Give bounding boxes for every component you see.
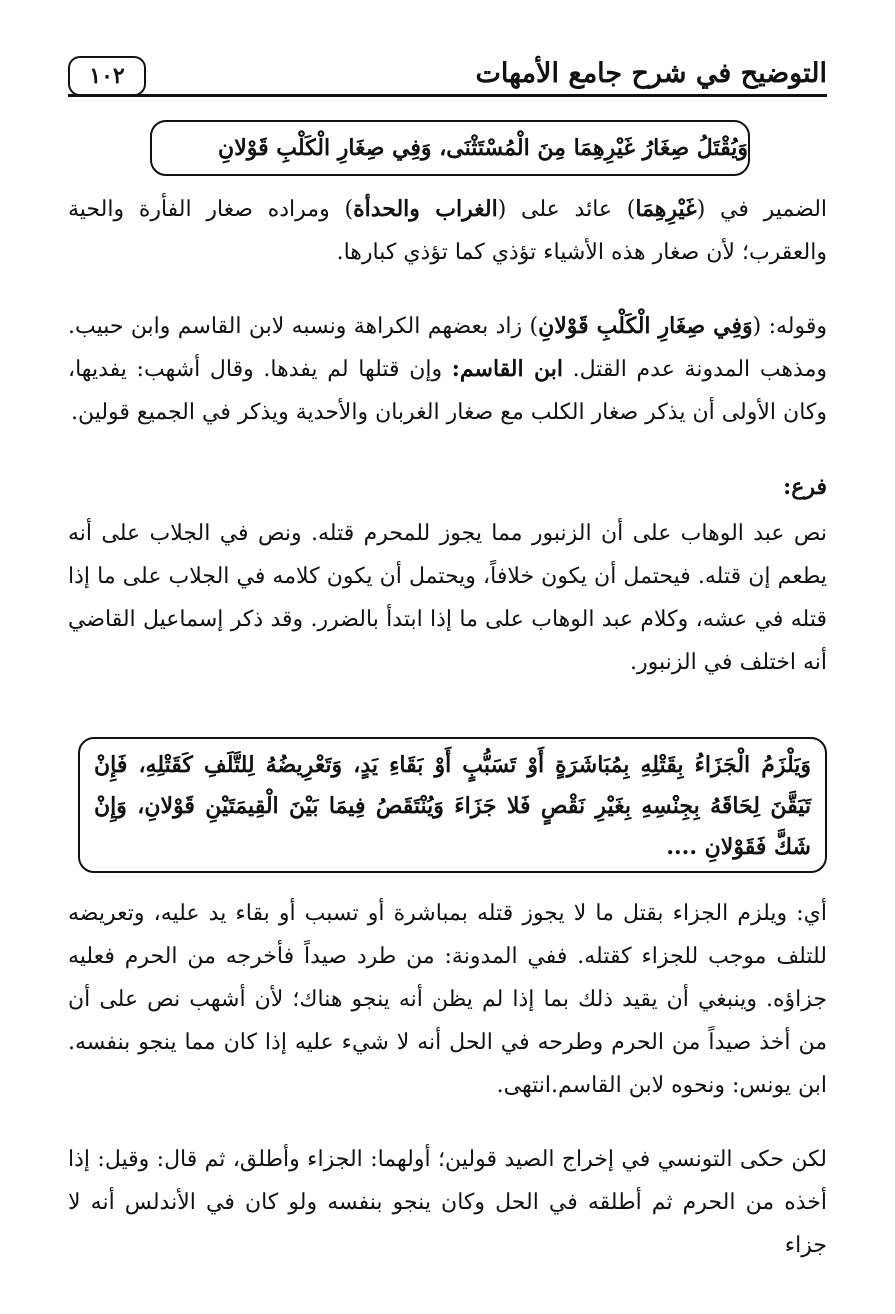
p1-bold-1: غَيْرِهِمَا: [635, 196, 697, 222]
p1-text-1: الضمير في (: [696, 197, 828, 222]
page-number-box: [68, 56, 146, 96]
running-title: التوضيح في شرح جامع الأمهات: [475, 58, 827, 89]
p2-text-3: وإن قتلها لم يفدها. وقال أشهب: يفديها، وكان الأولى أن يذكر صغار الكلب مع صغار الغربان والأحدية ويذكر في الجميع قولين.: [68, 357, 827, 425]
p1-bold-2: الغراب والحدأة: [353, 196, 498, 222]
paragraph-3: [68, 512, 827, 684]
p3-text: نص عبد الوهاب على أن الزنبور مما يجوز للمحرم قتله. ونص في الجلاب على أنه يطعم إن قتله. فيحتمل أن يكون خلافاً، ويحتمل أن يكون كلامه في الجلاب على ما إذا قتله في عشه، وكلام عبد الوهاب على ما إذا ابتدأ بالضرر. وقد ذكر إسماعيل القاضي أنه اختلف في الزنبور.: [68, 521, 827, 675]
page-number: ١٠٢: [89, 63, 125, 89]
page-header: [68, 50, 827, 102]
matn-box-1: [150, 120, 750, 176]
p1-text-3: ) ومراده صغار الفأرة والحية والعقرب؛ لأن صغار هذه الأشياء تؤذي كما تؤذي كبارها.: [68, 197, 827, 265]
header-rule: [68, 94, 827, 97]
p2-bold-1: وَفِي صِغَارِ الْكَلْبِ قَوْلانِ: [538, 313, 753, 339]
paragraph-5: [68, 1138, 827, 1267]
matn-box-2: [78, 737, 827, 873]
section-heading-far: فرع:: [783, 474, 827, 500]
p2-text-2: ) زاد بعضهم الكراهة ونسبه لابن القاسم وابن حبيب. ومذهب المدونة عدم القتل.: [68, 314, 827, 382]
paragraph-2: [68, 305, 827, 434]
paragraph-1: [68, 188, 827, 274]
p1-text-2: ) عائد على (: [497, 197, 636, 222]
matn-text-2: وَيَلْزَمُ الْجَزَاءُ بِقَتْلِهِ بِمُبَاشَرَةٍ أَوْ تَسَبُّبٍ أَوْ بَقَاءِ يَدٍ، وَتَعْرِيضُهُ لِلتَّلَفِ كَقَتْلِهِ، فَإِنْ تَيَقَّنَ لِحَاقَهُ بِجِنْسِهِ بِغَيْرِ نَقْصٍ فَلا جَزَاءَ وَيُنْتَقَصُ فِيمَا بَيْنَ الْقِيمَتَيْنِ قَوْلانِ، وَإِنْ شَكَّ فَقَوْلانِ ....: [94, 752, 811, 860]
p2-text-1: وقوله: (: [752, 314, 827, 339]
paragraph-4: [68, 892, 827, 1107]
p4-text: أي: ويلزم الجزاء بقتل ما لا يجوز قتله بمباشرة أو تسبب أو بقاء يد عليه، وتعريضه للتلف موجب للجزاء كقتله. ففي المدونة: من طرد صيداً فأخرجه من الحرم فعليه جزاؤه. وينبغي أن يقيد ذلك بما إذا لم يظن أنه ينجو هناك؛ لأن أشهب نص على أن من أخذ صيداً من الحرم وطرحه في الحل أنه لا شيء عليه إذا كان مما ينجو بنفسه. ابن يونس: ونحوه لابن القاسم.انتهى.: [68, 901, 827, 1098]
p2-bold-2: ابن القاسم:: [451, 356, 563, 382]
p5-text: لكن حكى التونسي في إخراج الصيد قولين؛ أولهما: الجزاء وأطلق، ثم قال: وقيل: إذا أخذه من الحرم ثم أطلقه في الحل وكان ينجو بنفسه ولو كان في الأندلس أنه لا جزاء: [68, 1147, 827, 1258]
matn-text-1: وَيُقْتَلُ صِغَارُ غَيْرِهِمَا مِنَ الْمُسْتَثْنَى، وَفِي صِغَارِ الْكَلْبِ قَوْلانِ: [218, 135, 748, 161]
